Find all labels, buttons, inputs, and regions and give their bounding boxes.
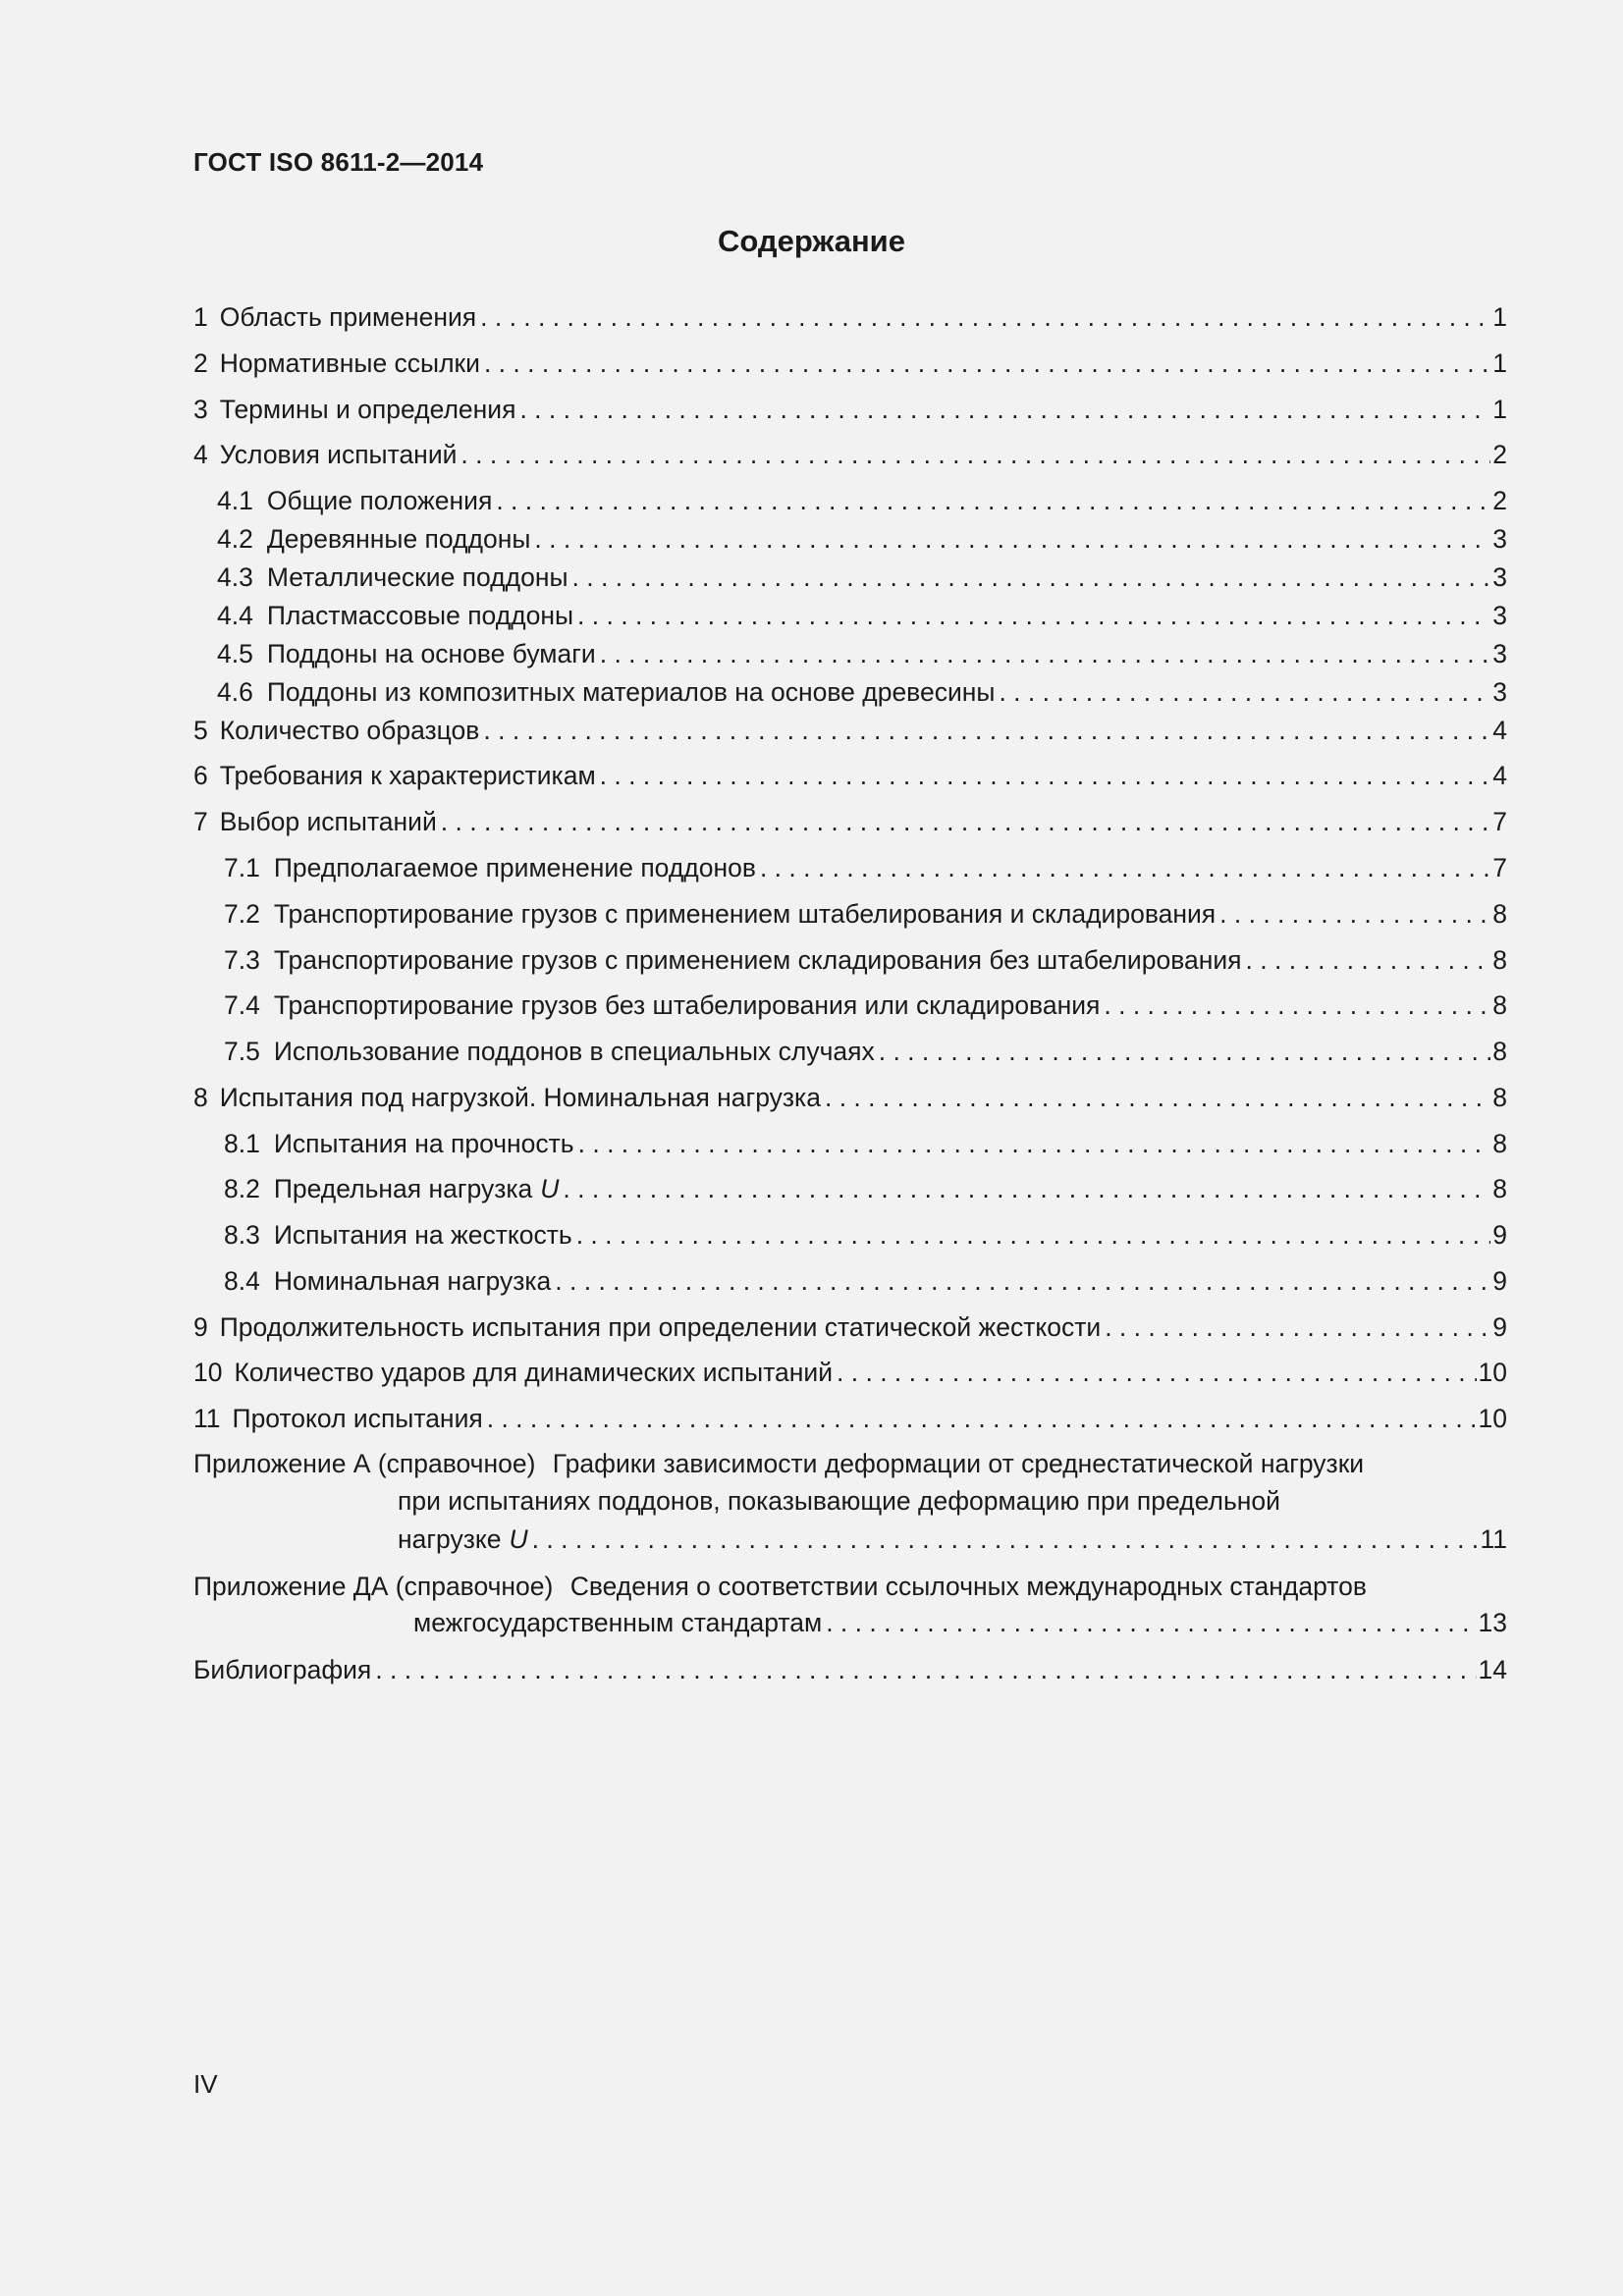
dot-leader — [1242, 942, 1491, 978]
toc-entry-page: 14 — [1478, 1655, 1507, 1684]
toc-entry-number: 4.6 — [217, 677, 253, 707]
toc-entry-page: 8 — [1492, 945, 1507, 975]
toc-entry-page: 1 — [1492, 302, 1507, 332]
toc-entry-page: 10 — [1478, 1404, 1507, 1433]
toc-entry-number: 7.4 — [224, 990, 260, 1020]
toc-entry-title: Транспортирование грузов с применением складирования без штабелирования — [273, 945, 1242, 975]
toc-entry[interactable] — [193, 437, 1507, 472]
toc-entry-title: Испытания на прочность — [273, 1129, 574, 1158]
toc-entry-number: 7.5 — [224, 1037, 260, 1066]
annex-last-line — [413, 1605, 1507, 1640]
toc-entry-title: Испытания на жесткость — [273, 1220, 572, 1250]
annex-title-line-1: Сведения о соответствии ссылочных международных стандартов — [569, 1572, 1367, 1601]
toc-entry-title: Транспортирование грузов без штабелирования или складирования — [273, 990, 1101, 1020]
toc-entry-number: 7 — [193, 807, 208, 836]
annex-label: Приложение А (справочное) — [193, 1449, 536, 1478]
toc-entry-title: Использование поддонов в специальных случаях — [273, 1037, 875, 1066]
toc-entry-number: 10 — [193, 1358, 223, 1387]
toc-entry-title: Условия испытаний — [219, 440, 458, 469]
dot-leader — [515, 392, 1490, 427]
toc-entry-number: 8.2 — [224, 1174, 260, 1203]
toc-subentry[interactable] — [224, 1126, 1507, 1161]
toc-subentry[interactable] — [217, 483, 1507, 518]
standard-designation: ГОСТ ISO 8611-2—2014 — [193, 147, 484, 177]
toc-entry-number: 8.3 — [224, 1220, 260, 1250]
dot-leader — [822, 1605, 1476, 1640]
toc-entry-number: 8.4 — [224, 1266, 260, 1296]
dot-leader — [559, 1171, 1490, 1206]
dot-leader — [476, 299, 1490, 335]
dot-leader — [573, 598, 1490, 633]
toc-entry-page: 7 — [1492, 807, 1507, 836]
dot-leader — [821, 1080, 1490, 1115]
annex-title-line-2: при испытаниях поддонов, показывающие деформацию при предельной — [398, 1486, 1280, 1516]
toc-entry-page: 10 — [1478, 1358, 1507, 1387]
toc-entry-page: 2 — [1492, 486, 1507, 515]
toc-subentry[interactable] — [217, 598, 1507, 633]
dot-leader — [1100, 988, 1490, 1023]
toc-entry-page: 9 — [1492, 1312, 1507, 1342]
dot-leader — [492, 483, 1490, 518]
toc-entry-number: 4.5 — [217, 639, 253, 668]
toc-entry-number: 8 — [193, 1083, 208, 1112]
toc-entry-title: Транспортирование грузов с применением штабелирования и складирования — [273, 899, 1217, 929]
toc-subentry[interactable] — [217, 674, 1507, 710]
page-number: IV — [193, 2069, 218, 2099]
toc-entry[interactable] — [193, 1080, 1507, 1115]
toc-entry[interactable] — [193, 299, 1507, 335]
toc-entry-page: 8 — [1492, 990, 1507, 1020]
toc-subentry[interactable] — [224, 1263, 1507, 1299]
toc-entry-page: 4 — [1492, 761, 1507, 790]
dot-leader — [483, 1401, 1477, 1436]
toc-entry-page: 3 — [1492, 639, 1507, 668]
toc-annex-da[interactable] — [193, 1568, 1507, 1646]
toc-entry-title: Поддоны на основе бумаги — [266, 639, 596, 668]
dot-leader — [530, 521, 1490, 557]
toc-subentry[interactable] — [217, 636, 1507, 671]
toc-subentry[interactable] — [217, 560, 1507, 595]
toc-subentry[interactable] — [217, 521, 1507, 557]
toc-subentry[interactable] — [224, 942, 1507, 978]
toc-entry-page: 3 — [1492, 562, 1507, 592]
toc-entry-number: 1 — [193, 302, 208, 332]
toc-entry[interactable] — [193, 1355, 1507, 1390]
toc-entry[interactable] — [193, 1401, 1507, 1436]
toc-entry-number: 2 — [193, 348, 208, 378]
annex-label: Приложение ДА (справочное) — [193, 1572, 554, 1601]
toc-entry-title: Количество образцов — [219, 716, 480, 745]
toc-entry[interactable] — [193, 346, 1507, 381]
toc-entry-number: 4.4 — [217, 601, 253, 630]
toc-entry-page: 8 — [1492, 1174, 1507, 1203]
toc-entry-title: Металлические поддоны — [266, 562, 568, 592]
toc-entry-title: Поддоны из композитных материалов на основе древесины — [266, 677, 996, 707]
dot-leader — [1101, 1309, 1490, 1345]
toc-entry-page: 8 — [1492, 1083, 1507, 1112]
toc-entry-title: Общие положения — [266, 486, 493, 515]
toc-annex-a[interactable] — [193, 1445, 1507, 1563]
toc-entry-title: Номинальная нагрузка — [273, 1266, 552, 1296]
toc-subentry[interactable] — [224, 850, 1507, 885]
toc-entry-number: 4 — [193, 440, 208, 469]
toc-entry-page: 8 — [1492, 1129, 1507, 1158]
dot-leader — [756, 850, 1490, 885]
annex-symbol: U — [509, 1524, 528, 1554]
toc-entry-page: 9 — [1492, 1220, 1507, 1250]
toc-entry-page: 2 — [1492, 440, 1507, 469]
toc-entry-title: Требования к характеристикам — [219, 761, 596, 790]
dot-leader — [371, 1652, 1476, 1687]
annex-title-line-3: нагрузке — [398, 1524, 502, 1554]
toc-entry-page: 4 — [1492, 716, 1507, 745]
toc-entry-page: 8 — [1492, 899, 1507, 929]
toc-entry-number: 7.2 — [224, 899, 260, 929]
toc-entry-page: 7 — [1492, 853, 1507, 882]
toc-entry-page: 1 — [1492, 395, 1507, 424]
toc-entry[interactable] — [193, 392, 1507, 427]
toc-entry-title: Продолжительность испытания при определении статической жесткости — [219, 1312, 1102, 1342]
toc-entry-page: 9 — [1492, 1266, 1507, 1296]
page-title: Содержание — [718, 224, 905, 258]
toc-entry-title: Термины и определения — [219, 395, 516, 424]
dot-leader — [528, 1522, 1479, 1557]
dot-leader — [457, 437, 1490, 472]
toc-bibliography[interactable] — [193, 1652, 1507, 1687]
toc-entry[interactable] — [193, 713, 1507, 748]
dot-leader — [551, 1263, 1490, 1299]
dot-leader — [596, 758, 1491, 793]
toc-entry-number: 7.1 — [224, 853, 260, 882]
toc-entry-title: Протокол испытания — [232, 1404, 483, 1433]
toc-entry-number: 8.1 — [224, 1129, 260, 1158]
dot-leader — [572, 1217, 1491, 1253]
toc-entry-number: 7.3 — [224, 945, 260, 975]
annex-last-line — [398, 1522, 1507, 1557]
toc-entry-symbol: U — [540, 1174, 560, 1203]
toc-entry-number: 4.1 — [217, 486, 253, 515]
toc-entry-page: 8 — [1492, 1037, 1507, 1066]
toc-entry-number: 5 — [193, 716, 208, 745]
toc-subentry[interactable] — [224, 896, 1507, 932]
toc-entry[interactable] — [193, 1309, 1507, 1345]
toc-entry-number: 4.3 — [217, 562, 253, 592]
dot-leader — [437, 804, 1490, 839]
dot-leader — [479, 713, 1490, 748]
toc-entry-title: Испытания под нагрузкой. Номинальная нагрузка — [219, 1083, 821, 1112]
toc-entry-page: 3 — [1492, 601, 1507, 630]
toc-entry-page: 13 — [1478, 1608, 1507, 1637]
toc-subentry[interactable] — [224, 1217, 1507, 1253]
toc-entry-number: 3 — [193, 395, 208, 424]
toc-entry[interactable] — [193, 758, 1507, 793]
dot-leader — [574, 1126, 1491, 1161]
toc-subentry[interactable] — [224, 1034, 1507, 1069]
annex-title-line-2: межгосударственным стандартам — [413, 1608, 823, 1637]
toc-entry-title: Выбор испытаний — [219, 807, 437, 836]
annex-title-line-1: Графики зависимости деформации от среднестатической нагрузки — [552, 1449, 1365, 1478]
toc-subentry[interactable] — [224, 1171, 1507, 1206]
toc-entry-page: 3 — [1492, 524, 1507, 554]
toc-entry-number: 4.2 — [217, 524, 253, 554]
toc-entry-page: 1 — [1492, 348, 1507, 378]
toc-entry-title: Деревянные поддоны — [266, 524, 531, 554]
toc-entry-title: Количество ударов для динамических испытаний — [234, 1358, 834, 1387]
toc-entry-title: Нормативные ссылки — [219, 348, 480, 378]
dot-leader — [995, 674, 1490, 710]
dot-leader — [596, 636, 1491, 671]
dot-leader — [568, 560, 1491, 595]
dot-leader — [480, 346, 1490, 381]
toc-subentry[interactable] — [224, 988, 1507, 1023]
toc-entry-number: 11 — [193, 1404, 221, 1433]
dot-leader — [1216, 896, 1490, 932]
toc-entry-number: 9 — [193, 1312, 208, 1342]
toc-entry-title: Область применения — [219, 302, 477, 332]
toc-entry[interactable] — [193, 804, 1507, 839]
toc-entry-page: 3 — [1492, 677, 1507, 707]
toc-entry-title: Библиография — [193, 1655, 372, 1684]
toc-entry-title: Предельная нагрузка — [273, 1174, 533, 1203]
toc-entry-number: 6 — [193, 761, 208, 790]
dot-leader — [875, 1034, 1491, 1069]
toc-entry-title: Предполагаемое применение поддонов — [273, 853, 756, 882]
toc-entry-title: Пластмассовые поддоны — [266, 601, 574, 630]
dot-leader — [833, 1355, 1477, 1390]
toc-entry-page: 11 — [1480, 1524, 1507, 1554]
